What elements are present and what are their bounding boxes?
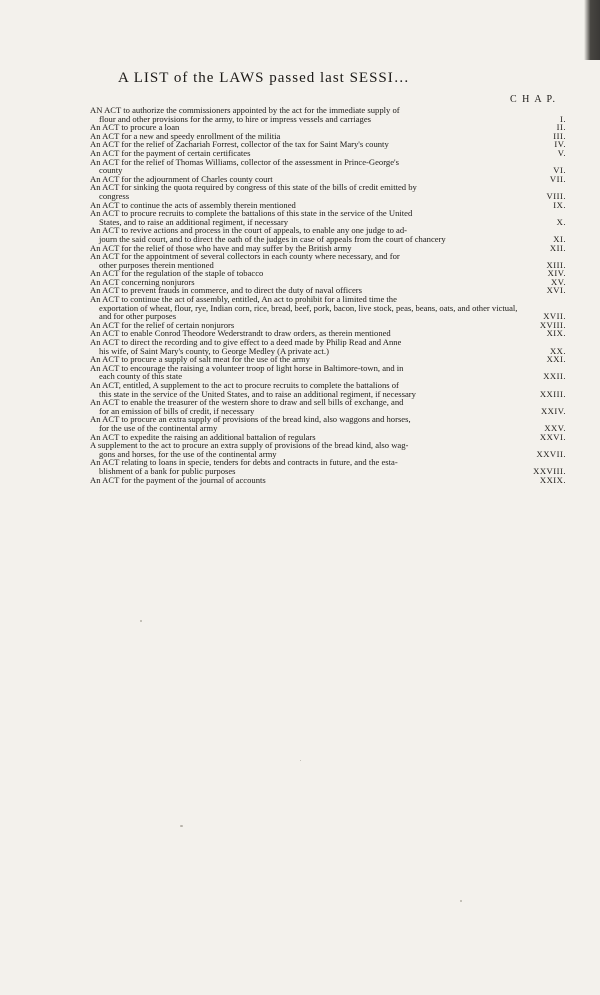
act-entry <box>90 295 570 321</box>
act-title: An ACT to expedite the raising an additional battalion of regulars <box>90 431 316 442</box>
act-title-continuation: other purposes therein mentioned <box>99 259 214 270</box>
chapter-number: XVII. <box>543 311 566 322</box>
chapter-number: VI. <box>553 165 566 176</box>
chapter-number: XXV. <box>544 422 566 433</box>
chapter-number: XXVII. <box>536 448 566 459</box>
act-title-continuation: blishment of a bank for public purposes <box>99 465 236 476</box>
act-title: An ACT for the payment of the journal of accounts <box>90 474 266 485</box>
act-title: An ACT to procure a supply of salt meat for the use of the army <box>90 354 310 365</box>
act-entry <box>90 252 570 269</box>
act-title: An ACT for the appointment of several collectors in each county where necessary, and for <box>90 251 400 262</box>
chapter-number: XXII. <box>543 371 566 382</box>
act-entry <box>90 338 570 355</box>
act-title-continuation: congress <box>99 190 130 201</box>
act-title: An ACT to revive actions and process in the court of appeals, to enable any one judge to ad- <box>90 225 408 236</box>
chapter-number: XXVIII. <box>533 465 566 476</box>
act-title-continuation: his wife, of Saint Mary's county, to George Medley (A private act.) <box>99 345 329 356</box>
act-entry <box>90 364 570 381</box>
act-title: An ACT for the relief of Thomas Williams, collector of the assessment in Prince-George's <box>90 156 399 167</box>
chapter-number: XIX. <box>546 328 566 339</box>
act-title: An ACT to procure an extra supply of provisions of the bread kind, also waggons and horses, <box>90 414 411 425</box>
act-entry <box>90 476 570 485</box>
act-entry <box>90 226 570 243</box>
act-title: An ACT for the regulation of the staple of tobacco <box>90 268 264 279</box>
paper-speck <box>140 620 142 622</box>
chapter-number: VIII. <box>546 190 566 201</box>
act-title: An ACT to procure recruits to complete the battalions of this state in the service of the United <box>90 208 413 219</box>
act-entry <box>90 158 570 175</box>
act-title-continuation: States, and to raise an additional regiment, if necessary <box>99 216 288 227</box>
chapter-number: I. <box>559 113 566 124</box>
act-title: An ACT to direct the recording and to give effect to a deed made by Philip Read and Anne <box>90 337 402 348</box>
chapter-number: XIV. <box>547 268 566 279</box>
chapter-number: XI. <box>553 233 566 244</box>
act-title: An ACT to procure a loan <box>90 122 180 133</box>
chapter-column-header: C H A P. <box>510 94 557 105</box>
chapter-number: IV. <box>554 139 566 150</box>
chapter-number: IX. <box>553 199 566 210</box>
act-entry <box>90 106 570 123</box>
act-title: An ACT concerning nonjurors <box>90 276 195 287</box>
act-entry <box>90 415 570 432</box>
act-title-continuation: gons and horses, for the use of the continental army <box>99 448 277 459</box>
chapter-number: XXI. <box>546 354 566 365</box>
act-title: An ACT to encourage the raising a volunteer troop of light horse in Baltimore-town, and in <box>90 362 404 373</box>
act-title: An ACT for the relief of those who have and may suffer by the British army <box>90 242 352 253</box>
chapter-number: V. <box>557 147 566 158</box>
acts-list <box>90 106 570 484</box>
page-title: A LIST of the LAWS passed last SESSI… <box>118 70 410 86</box>
paper-speck <box>460 900 462 902</box>
chapter-number: XIII. <box>546 259 566 270</box>
act-title: An ACT to enable Conrod Theodore Wederstrandt to draw orders, as therein mentioned <box>90 328 391 339</box>
page-edge-shadow <box>584 0 600 60</box>
act-title-continuation: journ the said court, and to direct the oath of the judges in case of appeals from the court of chancery <box>99 233 446 244</box>
paper-speck <box>300 760 301 761</box>
act-title: An ACT for the payment of certain certificates <box>90 147 251 158</box>
chapter-number: X. <box>556 216 566 227</box>
act-title-continuation: county <box>99 165 123 176</box>
act-title-continuation: each county of this state <box>99 371 183 382</box>
chapter-number: XXIV. <box>540 405 566 416</box>
chapter-number: III. <box>553 130 566 141</box>
chapter-number: XVIII. <box>539 319 566 330</box>
chapter-number: XX. <box>549 345 566 356</box>
act-title: AN ACT to authorize the commissioners appointed by the act for the immediate supply of <box>90 105 400 115</box>
act-entry <box>90 398 570 415</box>
act-title: A supplement to the act to procure an extra supply of provisions of the bread kind, also wag- <box>90 440 409 451</box>
paper-speck <box>180 825 183 827</box>
chapter-number: II. <box>556 122 566 133</box>
act-title-continuation: exportation of wheat, flour, rye, Indian corn, rice, bread, beef, pork, bacon, live stock, peas, beans, oats, and other victual, and for other purposes <box>99 302 518 322</box>
chapter-number: XVI. <box>546 285 566 296</box>
act-title: An ACT to enable the treasurer of the western shore to draw and sell bills of exchange, and <box>90 397 404 408</box>
act-title: An ACT for the relief of Zachariah Forrest, collector of the tax for Saint Mary's county <box>90 139 389 150</box>
chapter-number: VII. <box>549 173 566 184</box>
act-title-continuation: for an emission of bills of credit, if necessary <box>99 405 255 416</box>
act-title: An ACT for the adjournment of Charles county court <box>90 173 273 184</box>
chapter-number: XXIX. <box>539 474 566 485</box>
chapter-number: XV. <box>551 276 566 287</box>
chapter-number: XXIII. <box>539 388 566 399</box>
act-title-continuation: for the use of the continental army <box>99 422 218 433</box>
act-entry <box>90 381 570 398</box>
act-entry <box>90 183 570 200</box>
act-title: An ACT relating to loans in specie, tenders for debts and contracts in future, and the esta- <box>90 457 398 468</box>
chapter-number: XXVI. <box>539 431 566 442</box>
act-title: An ACT to prevent frauds in commerce, and to direct the duty of naval officers <box>90 285 362 296</box>
act-title: An ACT to continue the act of assembly, entitled, An act to prohibit for a limited time the <box>90 294 397 305</box>
chapter-number: XII. <box>549 242 566 253</box>
act-title: An ACT for the relief of certain nonjurors <box>90 319 235 330</box>
act-entry <box>90 209 570 226</box>
act-title: An ACT for sinking the quota required by congress of this state of the bills of credit emitted by <box>90 182 417 193</box>
act-title: An ACT, entitled, A supplement to the act to procure recruits to complete the battalions of <box>90 380 399 390</box>
act-entry <box>90 458 570 475</box>
act-title-continuation: this state in the service of the United States, and to raise an additional regiment, if necessary <box>99 388 416 399</box>
act-title-continuation: flour and other provisions for the army, to hire or impress vessels and carriages <box>99 113 371 124</box>
act-title: An ACT to continue the acts of assembly therein mentioned <box>90 199 296 210</box>
act-entry <box>90 441 570 458</box>
act-title: An ACT for a new and speedy enrollment of the militia <box>90 130 281 141</box>
